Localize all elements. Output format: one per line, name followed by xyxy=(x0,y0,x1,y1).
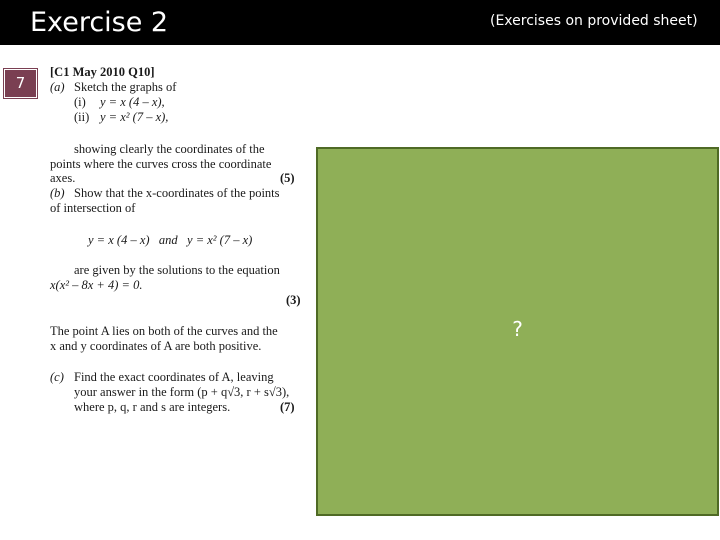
header-bar xyxy=(0,0,720,45)
part-b-text-2: of intersection of xyxy=(50,201,136,215)
part-b-text: Show that the x-coordinates of the points xyxy=(74,186,280,200)
marks-part-c: (7) xyxy=(280,400,295,414)
part-b-label: (b) xyxy=(50,186,65,200)
question-reference: [C1 May 2010 Q10] xyxy=(50,65,155,79)
part-c-text-1: Find the exact coordinates of A, leaving xyxy=(74,370,274,384)
equation-i: y = x (4 – x), xyxy=(100,95,165,109)
equation-ii: y = x² (7 – x), xyxy=(100,110,169,124)
point-a-statement-1: The point A lies on both of the curves and the xyxy=(50,324,278,338)
part-b-given-equation: x(x² – 8x + 4) = 0. xyxy=(50,278,143,292)
answer-panel xyxy=(316,147,719,516)
part-c-label: (c) xyxy=(50,370,64,384)
part-a-instruction-1: showing clearly the coordinates of the xyxy=(74,142,265,156)
part-c-text-2: your answer in the form (p + q√3, r + s√3), xyxy=(74,385,290,399)
slide-subtitle: (Exercises on provided sheet) xyxy=(490,13,698,29)
equation-ii-label: (ii) xyxy=(74,110,90,124)
question-number-badge: 7 xyxy=(4,69,37,98)
part-a-label: (a) xyxy=(50,80,65,94)
part-a-text: Sketch the graphs of xyxy=(74,80,177,94)
marks-part-a: (5) xyxy=(280,171,295,185)
answer-placeholder: ? xyxy=(512,317,523,341)
equation-i-label: (i) xyxy=(74,95,86,109)
part-a-instruction-2: points where the curves cross the coordinate xyxy=(50,157,272,171)
point-a-statement-2: x and y coordinates of A are both positive. xyxy=(50,339,262,353)
part-b-given-1: are given by the solutions to the equation xyxy=(74,263,280,277)
intersection-equation: y = x (4 – x) and y = x² (7 – x) xyxy=(88,233,253,247)
part-c-text-3: where p, q, r and s are integers. xyxy=(74,400,231,414)
marks-part-b: (3) xyxy=(286,293,301,307)
slide-title: Exercise 2 xyxy=(30,7,169,38)
part-a-instruction-3: axes. xyxy=(50,171,76,185)
